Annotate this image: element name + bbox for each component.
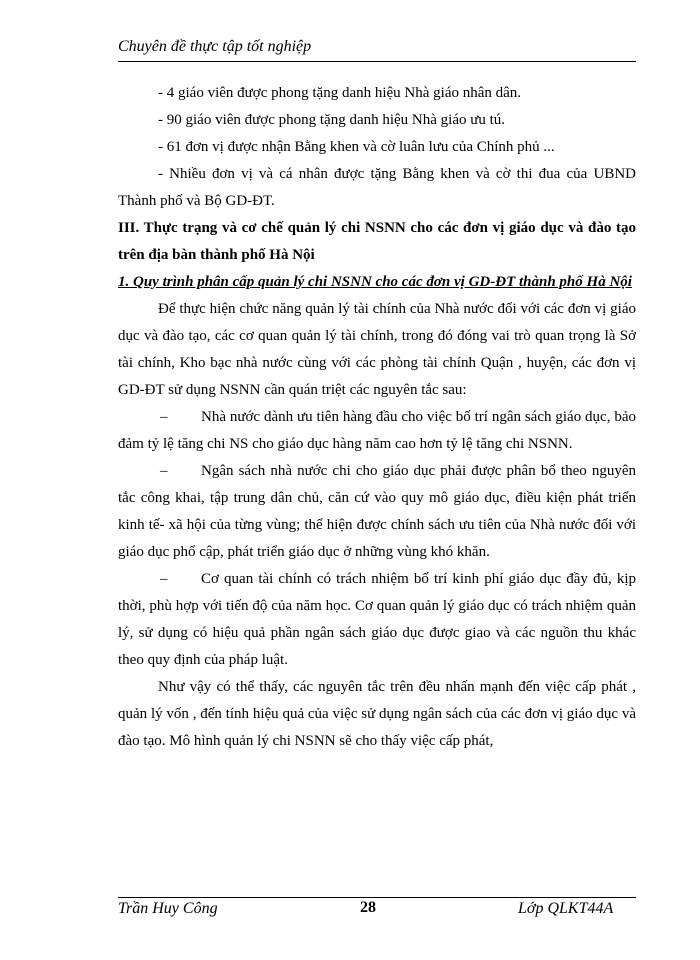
principle-text: Cơ quan tài chính có trách nhiệm bố trí kinh phí giáo dục đầy đủ, kịp thời, phù hợp với tiến độ của năm học. Cơ quan quản lý giáo dục có trách nhiệm quản lý, sử dụng có hiệu quả phần ngân sách giáo dục được giao và các nguồn thu khác theo quy định của pháp luật. <box>118 571 636 668</box>
document-body <box>118 80 636 755</box>
page-header-title: Chuyên đề thực tập tốt nghiệp <box>118 38 312 55</box>
principle-text: Nhà nước dành ưu tiên hàng đầu cho việc bố trí ngân sách giáo dục, bảo đảm tỷ lệ tăng chi NS cho giáo dục hàng năm cao hơn tỷ lệ tăng chi NSNN. <box>118 409 636 452</box>
principle-item <box>118 458 636 566</box>
header-rule <box>118 61 636 62</box>
footer-author: Trần Huy Công <box>118 900 218 917</box>
bullet-item: - 61 đơn vị được nhận Bằng khen và cờ luân lưu của Chính phủ ... <box>158 139 555 155</box>
principle-item <box>118 566 636 674</box>
principle-text: Ngân sách nhà nước chi cho giáo dục phải được phân bổ theo nguyên tắc công khai, tập trung dân chủ, căn cứ vào quy mô giáo dục, điều kiện phát triển kinh tế- xã hội của từng vùng; thể hiện được chính sách ưu tiên của Nhà nước đối với giáo dục phổ cập, phát triển giáo dục ở những vùng khó khăn. <box>118 463 636 560</box>
subsection-heading: 1. Quy trình phân cấp quản lý chi NSNN cho các đơn vị GD-ĐT thành phố Hà Nội <box>118 274 632 290</box>
bullet-item: - 4 giáo viên được phong tặng danh hiệu Nhà giáo nhân dân. <box>158 85 522 101</box>
dash-marker: – <box>160 571 168 587</box>
principle-item <box>118 404 636 458</box>
bullet-item: - 90 giáo viên được phong tặng danh hiệu Nhà giáo ưu tú. <box>158 112 506 128</box>
footer-rule <box>118 897 636 898</box>
bullet-item: - Nhiều đơn vị và cá nhân được tặng Bằng khen và cờ thi đua của UBND Thành phố và Bộ GD-ĐT. <box>118 166 636 209</box>
intro-paragraph: Để thực hiện chức năng quản lý tài chính của Nhà nước đối với các đơn vị giáo dục và đào tạo, các cơ quan quản lý tài chính, trong đó đóng vai trò quan trọng là Sở tài chính, Kho bạc nhà nước cùng với các phòng tài chính Quận , huyện, các đơn vị GD-ĐT sử dụng NSNN cần quán triệt các nguyên tắc sau: <box>118 301 636 398</box>
page-number: 28 <box>360 899 376 916</box>
dash-marker: – <box>160 463 168 479</box>
dash-marker: – <box>160 409 168 425</box>
conclusion-paragraph: Như vậy có thể thấy, các nguyên tắc trên đều nhấn mạnh đến việc cấp phát , quản lý vốn , đến tính hiệu quả của việc sử dụng ngân sách của các đơn vị giáo dục và đào tạo. Mô hình quản lý chi NSNN sẽ cho thấy việc cấp phát, <box>118 679 636 749</box>
section-heading: III. Thực trạng và cơ chế quản lý chi NSNN cho các đơn vị giáo dục và đào tạo trên địa bàn thành phố Hà Nội <box>118 220 636 263</box>
footer-class: Lớp QLKT44A <box>518 900 614 917</box>
